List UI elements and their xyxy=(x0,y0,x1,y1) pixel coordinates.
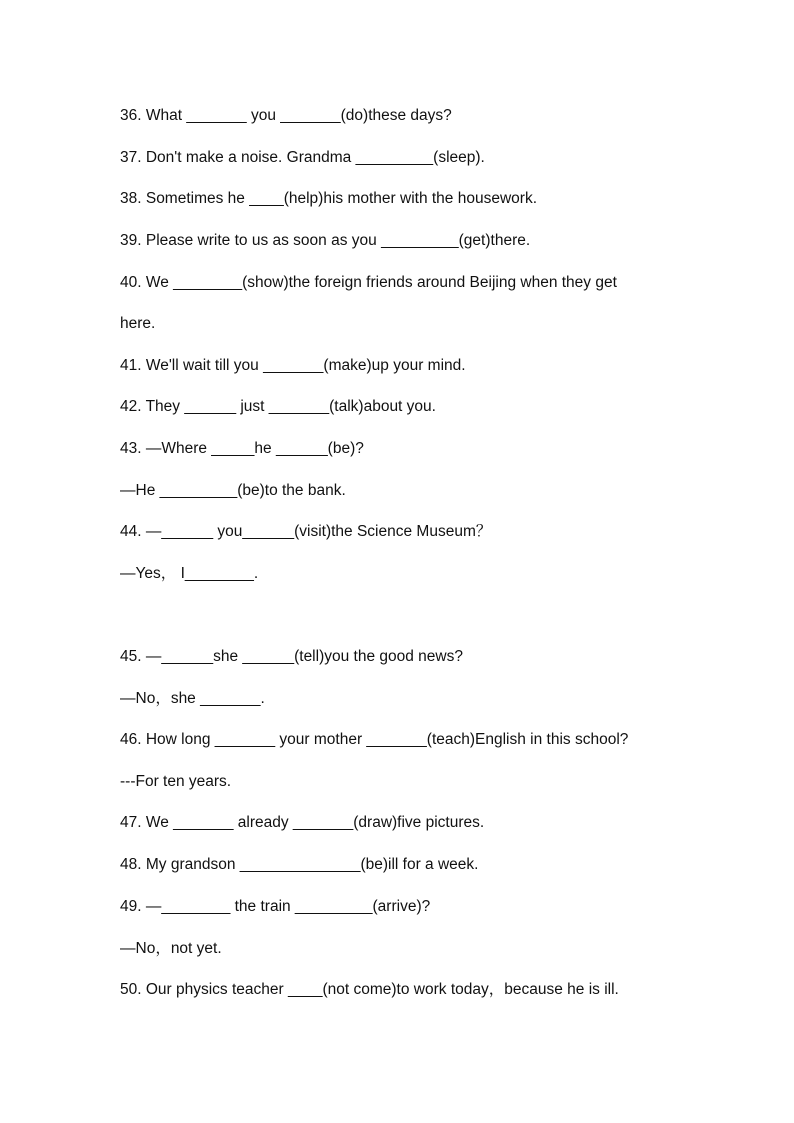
question-48: 48. My grandson ______________(be)ill for a week. xyxy=(120,856,479,873)
question-46: 46. How long _______ your mother _______(teach)English in this school? xyxy=(120,731,629,748)
question-47: 47. We _______ already _______(draw)five pictures. xyxy=(120,814,485,831)
question-50: 50. Our physics teacher ____(not come)to work today，because he is ill. xyxy=(120,981,619,998)
question-45-answer: —No，she _______. xyxy=(120,690,265,707)
question-49: 49. —________ the train _________(arrive)? xyxy=(120,898,431,915)
question-40: 40. We ________(show)the foreign friends around Beijing when they get xyxy=(120,274,617,291)
question-42: 42. They ______ just _______(talk)about you. xyxy=(120,398,436,415)
question-44-answer: —Yes， I________. xyxy=(120,565,259,582)
question-36: 36. What _______ you _______(do)these days? xyxy=(120,107,452,124)
question-44: 44. —______ you______(visit)the Science Museum？ xyxy=(120,523,492,540)
question-46-answer: ---For ten years. xyxy=(120,773,232,790)
question-39: 39. Please write to us as soon as you _________(get)there. xyxy=(120,232,531,249)
question-45: 45. —______she ______(tell)you the good news? xyxy=(120,648,463,665)
question-38: 38. Sometimes he ____(help)his mother with the housework. xyxy=(120,190,537,207)
question-49-answer: —No，not yet. xyxy=(120,940,222,957)
question-41: 41. We'll wait till you _______(make)up your mind. xyxy=(120,357,466,374)
question-43: 43. —Where _____he ______(be)? xyxy=(120,440,364,457)
question-37: 37. Don't make a noise. Grandma _________(sleep). xyxy=(120,149,485,166)
question-40-continued: here. xyxy=(120,315,156,332)
question-43-answer: —He _________(be)to the bank. xyxy=(120,482,346,499)
